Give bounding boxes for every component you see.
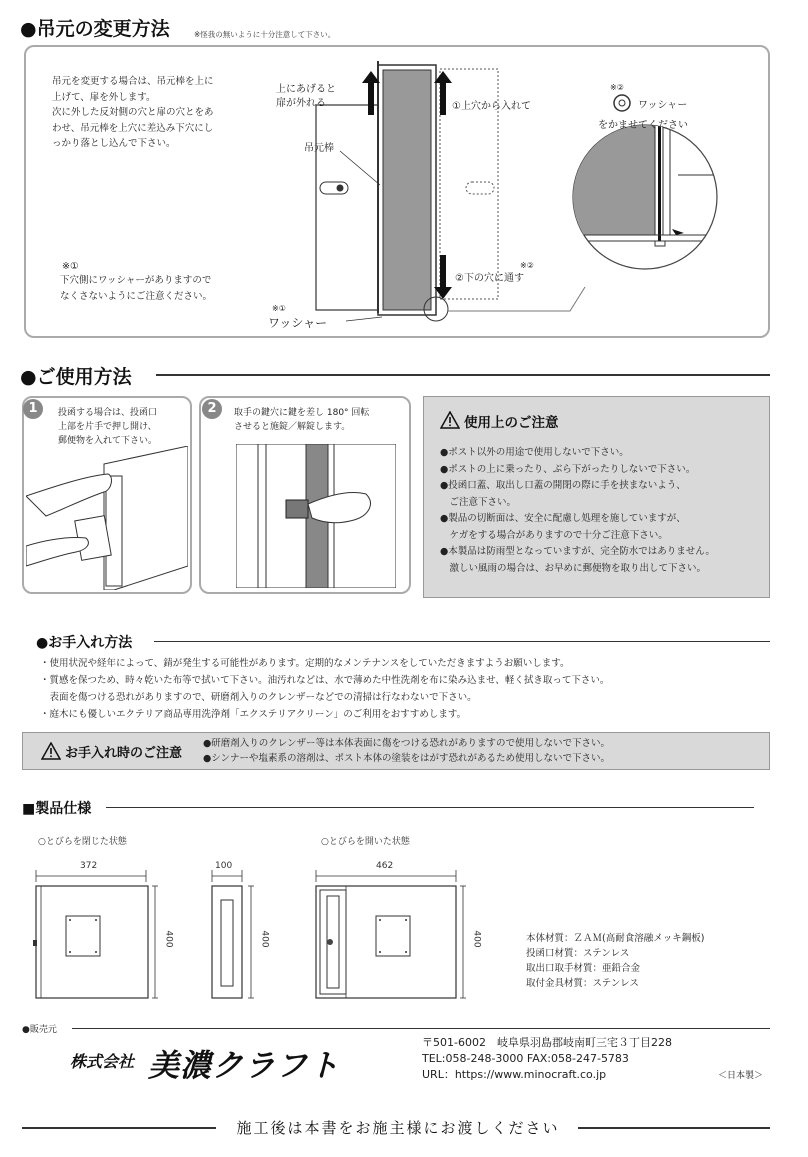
- caution-item: ケガをする場合がありますので十分ご注意下さい。: [440, 529, 668, 541]
- care-line: ・庭木にも優しいエクテリア商品専用洗浄剤「エクステリアクリーン」のご利用をおすすめします。: [40, 709, 467, 720]
- hand-top: [26, 474, 111, 516]
- washer-icon: [614, 95, 630, 111]
- detail-door: [570, 125, 655, 235]
- lift-label-1: 上にあげると: [276, 84, 336, 95]
- detail-washer: [655, 241, 665, 246]
- lock-icon: [337, 185, 344, 192]
- step2-line: 取手の鍵穴に鍵を差し 180° 回転: [234, 408, 370, 418]
- step2-illustration: [236, 444, 396, 588]
- instruction-line: 次に外した反対側の穴と扉の穴とをあ: [52, 107, 214, 118]
- side-height-value: 400: [259, 930, 270, 948]
- side-slot: [221, 900, 233, 986]
- step1-line: 郵便物を入れて下さい。: [58, 436, 158, 446]
- care-lines: [40, 655, 609, 723]
- change-hinge-instructions: [52, 74, 252, 152]
- open-height-value: 400: [471, 930, 482, 948]
- care-caution-item: ●研磨剤入りのクレンザー等は本体表面に傷をつける恐れがありますので使用しないで下さい。: [203, 738, 611, 749]
- key-icon: [286, 500, 308, 518]
- washer-note-line: なくさないようにご注意ください。: [60, 290, 213, 302]
- usage-cautions-list: [440, 445, 715, 577]
- step1-line: 投函する場合は、投函口: [58, 408, 158, 418]
- step2-text: [234, 406, 404, 434]
- seller-contact: [422, 1035, 672, 1083]
- specs-title: ■製品仕様: [22, 801, 92, 817]
- seller-address: 〒501-6002 岐阜県羽島郡岐南町三宅３丁目228: [422, 1036, 672, 1049]
- care-caution-list: [203, 736, 610, 766]
- handle-dashed: [466, 182, 494, 194]
- seller-label: ●販売元: [22, 1025, 57, 1035]
- usage-cautions-title: 使用上のご注意: [464, 415, 559, 431]
- company-prefix: 株式会社: [70, 1052, 135, 1071]
- change-hinge-note: ※怪我の無いように十分注意して下さい。: [194, 30, 336, 39]
- footer-text: 施工後は本書をお施主様にお渡しください: [236, 1119, 560, 1137]
- care-title: ●お手入れ方法: [36, 635, 133, 651]
- mark1-label: ※①: [272, 304, 286, 313]
- washer-hole: [619, 100, 625, 106]
- seller-tel: TEL:058-248-3000 FAX:058-247-5783: [422, 1052, 629, 1065]
- care-caution-title: お手入れ時のご注意: [65, 746, 183, 761]
- caution-item: ●本製品は防雨型となっていますが、完全防水ではありません。: [440, 546, 715, 557]
- warning-icon: [41, 742, 61, 760]
- detail-washer-label: ワッシャー: [638, 100, 688, 111]
- step1-label: ①上穴から入れて: [452, 101, 531, 112]
- materials-list: [526, 931, 704, 991]
- change-hinge-title: ●吊元の変更方法: [20, 18, 170, 40]
- care-caution-item: ●シンナーや塩素系の溶剤は、ポスト本体の塗装をはがす恐れがあるため使用しないで下さい。: [203, 753, 611, 764]
- usage-title: ●ご使用方法: [20, 366, 132, 388]
- footer-rule-left: [22, 1127, 216, 1129]
- detail-mark: ※②: [610, 83, 624, 92]
- material-line: 取出口取手材質：亜鉛合金: [526, 963, 641, 974]
- post-slot: [106, 476, 122, 586]
- closed-label: ○とびらを閉じた状態: [38, 837, 127, 847]
- origin-label: ＜日本製＞: [718, 1071, 764, 1081]
- usage-cautions-box: [423, 396, 770, 598]
- instruction-line: っかり落とし込んで下さい。: [52, 138, 176, 149]
- open-handle: [327, 939, 333, 945]
- washer-note: [60, 273, 270, 304]
- mark2-label: ※②: [520, 261, 534, 270]
- washer-note-mark: ※①: [62, 261, 79, 272]
- material-line: 本体材質：ＺＡＭ(高耐食溶融メッキ鋼板): [526, 933, 705, 944]
- care-line: ・質感を保つため、時々乾いた布等で拭いて下さい。油汚れなどは、水で薄めた中性洗剤を布に染み込ませ、軽く拭き取って下さい。: [40, 675, 610, 686]
- instruction-line: 吊元を変更する場合は、吊元棒を上に: [52, 76, 214, 87]
- caution-item: 激しい風雨の場合は、お早めに郵便物を取り出して下さい。: [440, 562, 707, 574]
- handle: [320, 182, 348, 194]
- step1-line: 上部を片手で押し開け、: [58, 422, 157, 432]
- detail-rod: [658, 125, 661, 245]
- material-line: 投函口材質：ステンレス: [526, 948, 630, 959]
- detail-instruction: をかませてください: [598, 120, 688, 131]
- footer-rule-right: [578, 1127, 770, 1129]
- seller-rule: [72, 1028, 770, 1029]
- step1-illustration: [26, 446, 188, 590]
- usage-rule: [156, 374, 770, 376]
- warning-icon: [440, 411, 460, 429]
- company-name: 美濃クラフト: [148, 1048, 340, 1084]
- step2-badge: 2: [202, 399, 222, 419]
- care-line: 表面を傷つける恐れがありますので、研磨剤入りのクレンザーなどでの清掃は行なわないで下さい。: [40, 692, 477, 703]
- instruction-line: わせ、吊元棒を上穴に差込み下穴にし: [52, 122, 214, 134]
- caution-item: ●ポストの上に乗ったり、ぶら下がったりしないで下さい。: [440, 463, 696, 475]
- rod-label: 吊元棒: [304, 143, 334, 154]
- lift-label-2: 扉が外れる: [276, 98, 326, 109]
- washer-note-line: 下穴側にワッシャーがありますので: [60, 275, 212, 286]
- door-panel: [383, 70, 431, 310]
- closed-height-value: 400: [163, 930, 174, 948]
- care-rule: [154, 641, 770, 642]
- step2-label: ②下の穴に通す: [455, 273, 524, 284]
- closed-plate: [66, 916, 100, 956]
- caution-item: ご注意下さい。: [440, 496, 517, 508]
- caution-item: ●投函口蓋、取出し口蓋の開閉の際に手を挟まないよう、: [440, 480, 686, 491]
- instruction-line: 上げて、扉を外します。: [52, 91, 156, 103]
- open-width-value: 462: [376, 861, 394, 871]
- seller-url: URL：https://www.minocraft.co.jp: [422, 1068, 607, 1081]
- material-line: 取付金具材質：ステンレス: [526, 978, 639, 989]
- hinge-diagram: [240, 55, 760, 335]
- step2-line: させると施錠／解錠します。: [234, 422, 351, 432]
- open-plate: [376, 916, 410, 956]
- closed-width-value: 372: [80, 861, 98, 871]
- post-body: [316, 105, 386, 310]
- spec-drawings: [28, 860, 488, 1010]
- hinge-nub: [33, 940, 37, 946]
- step1-text: [58, 406, 188, 448]
- specs-rule: [106, 807, 754, 808]
- care-line: ・使用状況や経年によって、錆が発生する可能性があります。定期的なメンテナンスをしていただきますようお願いします。: [40, 658, 570, 669]
- step1-badge: 1: [23, 399, 43, 419]
- caution-item: ●製品の切断面は、安全に配慮し処理を施していますが、: [440, 513, 686, 524]
- caution-item: ●ポスト以外の用途で使用しないで下さい。: [440, 447, 629, 458]
- hand-bottom: [26, 537, 88, 566]
- side-width-value: 100: [215, 861, 233, 871]
- open-label: ○とびらを開いた状態: [321, 837, 410, 847]
- washer-leader: [346, 317, 382, 321]
- washer-label: ワッシャー: [268, 316, 328, 330]
- care-caution-box: [22, 732, 770, 770]
